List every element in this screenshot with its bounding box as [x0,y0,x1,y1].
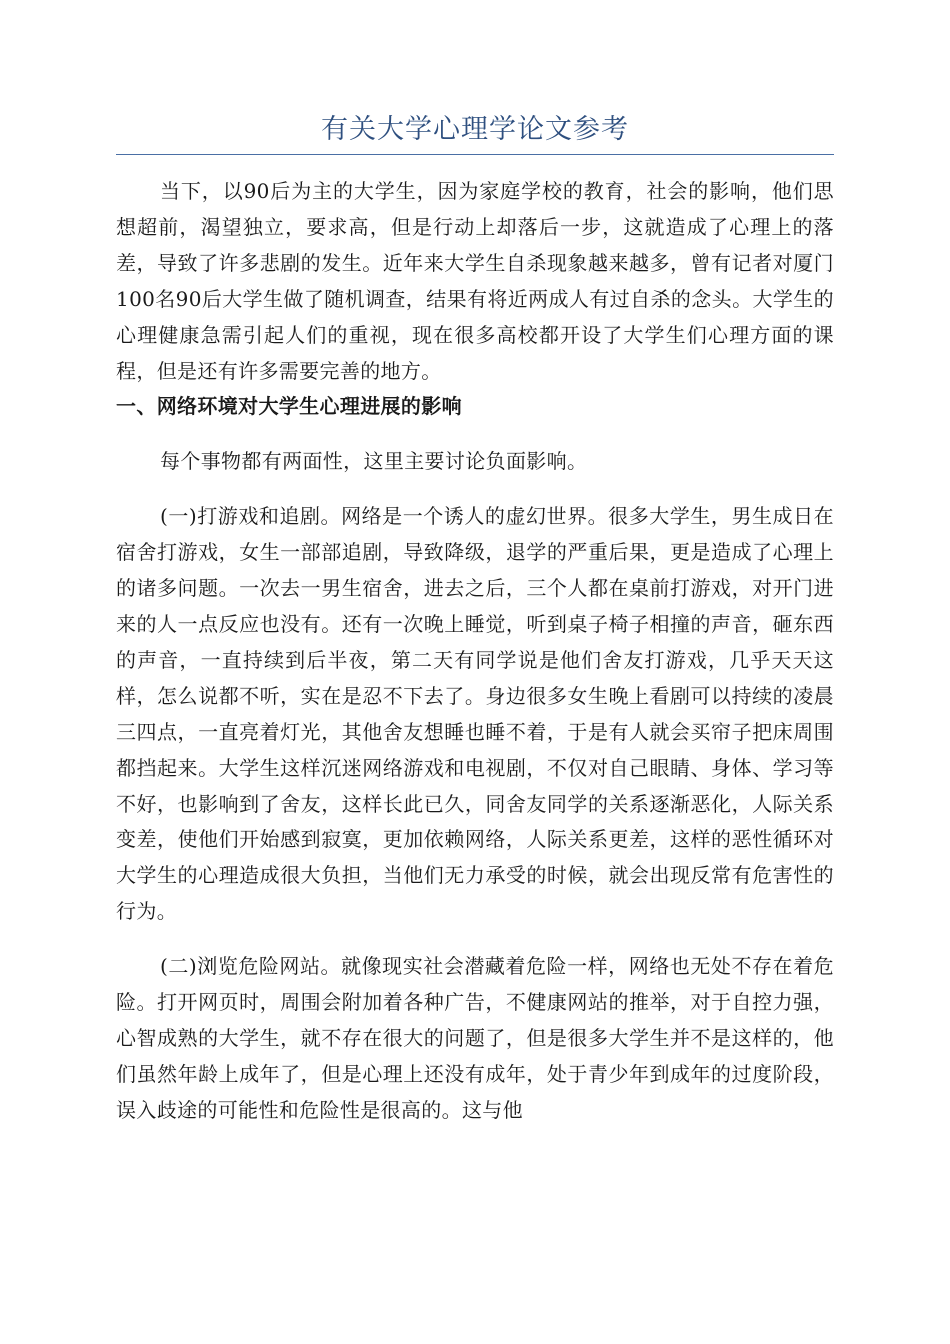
point-two-paragraph: (二)浏览危险网站。就像现实社会潜藏着危险一样，网络也无处不存在着危险。打开网页时，周围会附加着各种广告，不健康网站的推举，对于自控力强，心智成熟的大学生，就不存在很大的问题了，但是很多大学生并不是这样的，他们虽然年龄上成年了，但是心理上还没有成年，处于青少年到成年的过度阶段，误入歧途的可能性和危险性是很高的。这与他 [116,954,834,1122]
point-one-paragraph: (一)打游戏和追剧。网络是一个诱人的虚幻世界。很多大学生，男生成日在宿舍打游戏，女生一部部追剧，导致降级，退学的严重后果，更是造成了心理上的诸多问题。一次去一男生宿舍，进去之后，三个人都在桌前打游戏，对开门进来的人一点反应也没有。还有一次晚上睡觉，听到桌子椅子相撞的声音，砸东西的声音，一直持续到后半夜，第二天有同学说是他们舍友打游戏，几乎天天这样，怎么说都不听，实在是忍不下去了。身边很多女生晚上看剧可以持续的凌晨三四点，一直亮着灯光，其他舍友想睡也睡不着，于是有人就会买帘子把床周围都挡起来。大学生这样沉迷网络游戏和电视剧，不仅对自己眼睛、身体、学习等不好，也影响到了舍友，这样长此已久，同舍友同学的关系逐渐恶化，人际关系变差，使他们开始感到寂寞，更加依赖网络，人际关系更差，这样的恶性循环对大学生的心理造成很大负担，当他们无力承受的时候，就会出现反常有危害性的行为。 [116,504,834,924]
section-heading: 一、网络环境对大学生心理进展的影响 [116,394,462,419]
document-title: 有关大学心理学论文参考 [321,114,629,145]
intro-paragraph: 当下，以90后为主的大学生，因为家庭学校的教育，社会的影响，他们思想超前，渴望独立，要求高，但是行动上却落后一步，这就造成了心理上的落差，导致了许多悲剧的发生。近年来大学生自杀现象越来越多，曾有记者对厦门100名90后大学生做了随机调查，结果有将近两成人有过自杀的念头。大学生的心理健康急需引起人们的重视，现在很多高校都开设了大学生们心理方面的课程，但是还有许多需要完善的地方。 [116,179,834,383]
title-underline [116,154,834,155]
document-body [116,174,834,1129]
section-lead-paragraph: 每个事物都有两面性，这里主要讨论负面影响。 [160,449,588,474]
